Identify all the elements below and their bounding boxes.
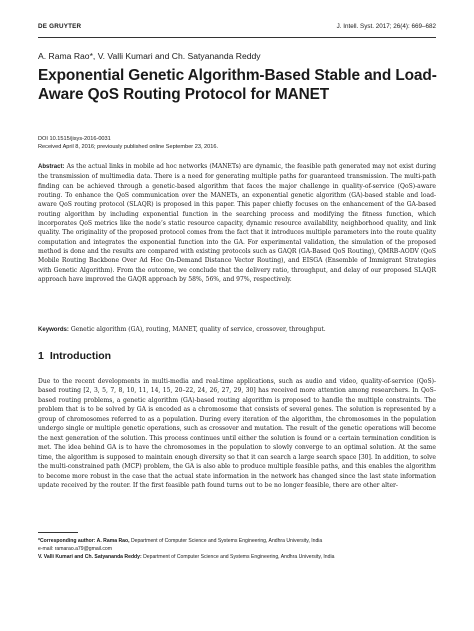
keywords-text: Genetic algorithm (GA), routing, MANET, quality of service, crossover, throughput. <box>70 326 326 333</box>
corresponding-author-affiliation: Department of Computer Science and Systems Engineering, Andhra University, India <box>130 538 323 544</box>
coauthors-note <box>38 553 436 561</box>
section-heading <box>38 350 111 362</box>
received-date: Received April 8, 2016; previously published online September 23, 2016. <box>38 144 219 150</box>
section-title: Introduction <box>49 350 112 362</box>
keywords-label: Keywords: <box>38 327 69 333</box>
abstract <box>38 162 436 284</box>
introduction-body: Due to the recent developments in multi-media and real-time applications, such as audio and video, quality-of-service (QoS)-based routing [2, 3, 5, 7, 8, 10, 11, 14, 15, 20–22, 24, 26, 27, 29, 30] has received more attention among researchers. In QoS-based routing problems, a genetic algorithm (GA)-based routing algorithm is proposed to handle the multiple constraints. The problem that is to be solved by GA is encoded as a chromosome that consists of several genes. The solution is represented by a group of chromosomes referred to as a population. During every iteration of the algorithm, the chromosomes in the population undergo single or multiple genetic operations, such as crossover and mutation. The result of the genetic operations will become the next generation of the solution. This process continues until either the solution is found or a certain termination condition is met. The idea behind GA is to have the chromosomes in the population to slowly converge to an optimal solution. At the same time, the algorithm is supposed to maintain enough diversity so that it can search a large search space [30]. In addition, to solve the multi-constrained path (MCP) problem, the GA is also able to produce multiple feasible paths, and this enables the algorithm to become more robust in the case that the actual state information in the network has changed since the last state information update received by the router. If the first feasible path found turns out to be no longer feasible, there are other alter- <box>38 378 436 489</box>
page-header <box>38 23 436 35</box>
doi: DOI 10.1515/jisys-2016-0031 <box>38 136 111 142</box>
abstract-label: Abstract: <box>38 164 65 170</box>
keywords <box>38 325 436 335</box>
coauthors-affiliation: Department of Computer Science and Systems Engineering, Andhra University, India <box>143 554 335 560</box>
corresponding-author-note <box>38 537 436 545</box>
section-number: 1 <box>38 350 44 362</box>
footnote-divider <box>38 532 78 533</box>
header-divider <box>38 37 436 38</box>
article-title: Exponential Genetic Algorithm-Based Stable and Load-Aware QoS Routing Protocol for MANET <box>38 67 437 103</box>
journal-reference: J. Intell. Syst. 2017; 26(4): 669–682 <box>336 23 436 30</box>
publisher-name: DE GRUYTER <box>38 23 82 30</box>
author-list: A. Rama Rao*, V. Valli Kumari and Ch. Satyananda Reddy <box>38 51 261 61</box>
coauthors-label: V. Valli Kumari and Ch. Satyananda Reddy: <box>38 554 142 560</box>
corresponding-author-label: *Corresponding author: A. Rama Rao, <box>38 538 130 544</box>
article-meta <box>38 135 436 151</box>
corresponding-author-email: e-mail: ramarao.a79@gmail.com <box>38 546 112 552</box>
footnotes <box>38 537 436 561</box>
abstract-text: As the actual links in mobile ad hoc networks (MANETs) are dynamic, the feasible path generated may not exist during the transmission of multimedia data. There is a need for generating multiple paths for guaranteed transmission. The multi-path finding can be achieved through a genetic-based algorithm that faces the major challenge in quality-of-service (QoS)-aware routing. To enhance the QoS communication over the MANETs, an exponential genetic algorithm (GA)-based stable and load-aware QoS routing protocol (SLAQR) is proposed in this paper. This paper chiefly focuses on the enhancement of the GA-based routing algorithm by including exponential function in the searching process and modifying the fitness function, which incorporates QoS metrics like the node’s static resource capacity, dynamic resource availability, neighborhood quality, and link quality. The originality of the proposed protocol comes from the fact that it introduces multiple parameters into the route quality computation and integrates the exponential function into the GA. For experimental validation, the simulation of the proposed method is done and the results are compared with existing protocols such as GAQR (GA-Based QoS Routing), QMRB-AODV (QoS Mobile Routing Backbone Over Ad Hoc On-Demand Distance Vector Routing), and EISGA (Ensemble of Immigrant Strategies with Genetic Algorithm). From the outcome, we conclude that the delivery ratio, throughput, and delay of our proposed SLAQR approach have improved the GAQR approach by 58%, 56%, and 97%, respectively. <box>38 163 436 284</box>
